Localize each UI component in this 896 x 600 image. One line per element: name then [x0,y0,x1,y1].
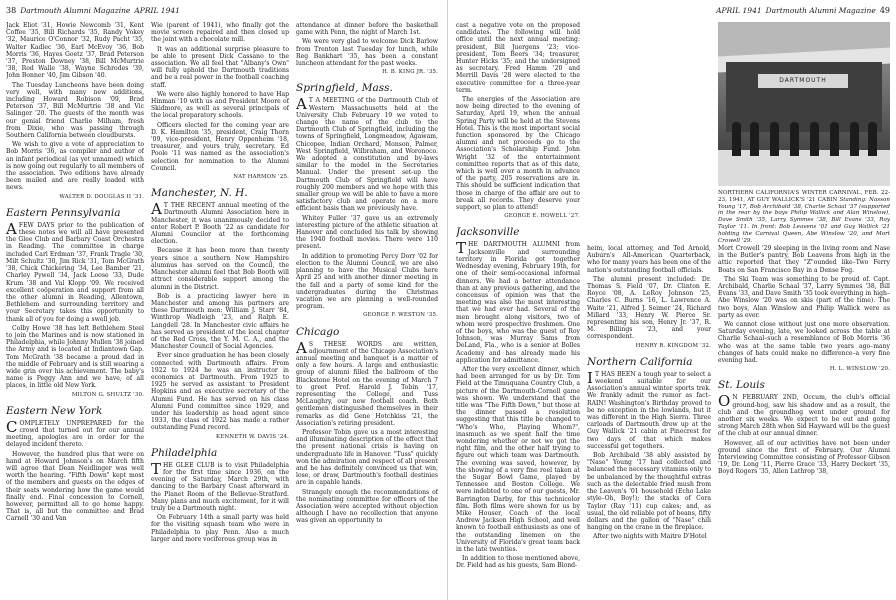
photo-figure [770,122,779,156]
drop-cap: A [151,200,162,219]
left-column-3 [296,22,438,596]
paragraph: We were very glad to welcome Dick Barlow from Trenton last Tuesday for lunch, while Reg Bankhart '35, has been a constant luncheon attendant for the past weeks. [296,38,438,68]
paragraph: AFEW DAYS prior to the publication of these notes we will all have presented the Glee Club and Barbary Coast Orchestra in Reading. The committee in charge included Carl Erdman '37, Frank Tragle '30, Milt Schultz '30, Jim Rick '31, Tom McGrath '38, Chick Chickering '34, Lee Bamber '21, Charley Pywell '34, Jack Loose '33, Dude Krum '38 and Val Klopp '09. We received excellent coöperation and support from all the other alumni in Reading, Allentown, Bethlehem and surrounding territory and your Secretary takes this opportunity to thank all of you for doing a swell job. [6,219,144,323]
photo-figure [750,122,759,156]
left-issue-date: APRIL 1941 [134,6,180,15]
paragraph: Bob Archibald '38 ably assisted by "Nase" Young '17 had collected and balanced the necessary vitamins only to be unbalanced by the thoughtful extras such as the delectable fried mush from the Leaven's '01 household (Echo Lake style–Oh, Boy!); the stacks of Cora Taylor (Ray '11) cup cakes; and, as usual, the old reliable pot of beans, fifty dollars and the gallon of "Nase" chili hanging on the crane in the fireplace. [587,452,711,532]
section-heading: Eastern Pennsylvania [6,206,121,219]
photo-cabin [726,62,882,132]
photo-figure [732,122,741,156]
signature: GEORGE F. WESTON '35. [363,312,438,319]
paragraph: On February 14th a small party was held for the visiting squash team who were in Philadelphia to play Penn. Also a much larger and more vociferous group was in [151,514,289,543]
left-magazine-title: Dartmouth Alumni Magazine [20,6,131,15]
paragraph: THE DARTMOUTH ALUMNI from Jacksonville and surrounding territory in Florida got together Wednesday evening, February 19th, for one of their semi-occasional informal dinners. We had a better attendance than at any previous gathering, and the concensus of opinion was that the meeting was also the most interesting that we had ever had. Several of the men brought along visitors, two of whom were prospective freshmen. One of the boys, who was the guest of Roy Johnson, was Murray Sams from DeLand, Fla., who is a senior at Bolles Academy and has already made his application for admittance. [456,239,580,364]
paragraph: heim, local attorney, and Ted Arnold, Auburn's All-American Quarterback, who for many years has been one of the nation's outstanding football officials. [587,245,711,274]
left-page-number: 38 [6,6,17,15]
paragraph: The alumni present included: Dr. Thomas S. Field '07, Dr. Clinton E. Royce '08, A. LeRoy Johnson '25, Charles C. Burns '16, L. Lawrence A. Waite '21, Alfred J. Seimer '24, Richard Millard '33, Henry W. Pierce Sr. representing his son, Henry Jr. '37, R. M. Billings '23, and your correspondent. [587,275,711,341]
paragraph: Because it has been more than twenty years since a southern New Hampshire alumnus has served on the Council, the Manchester alumni feel that Bob Booth will attract considerable support among the alumni in the District. [151,247,289,291]
paragraph: Officers elected for the coming year are D. K. Hamilton '35, president, Craig Thorn '09, vice-president, Henry Oppenheim '18, treasurer, and yours truly, secretary. Ed Poole '11 was named as the association's selection for nomination to the Alumni Council. [151,121,289,172]
paragraph: Professor Tobin gave us a most interesting and illuminating description of the effect that the present national crisis is having on undergraduate life in Hanover. "Tuss" quickly won the admiration and respect of all present and he has definitely convinced us that win, lose, or draw, Dartmouth's football destinies are in capable hands. [296,428,438,487]
paragraph: A T THE RECENT annual meeting of the Dartmouth Alumni Association here in Manchester, it was unanimously decided to enter Robert P. Booth '22 as candidate for Alumni Councilor at the forthcoming election. [151,200,289,246]
section-heading: Philadelphia [151,446,218,459]
photo-cabin-sign: DARTMOUTH [758,74,848,88]
section-heading: Northern California [587,355,693,368]
section-heading: Chicago [296,325,340,338]
left-column-2 [151,22,289,596]
paragraph: THE GLEE CLUB is to visit Philadelphia for the first time since 1936, on the evening of Saturday, March 29th, with dancing to the Barbary Coast afterward in the Planet Room of the Bellevue-Stratford. Many plans and much excitement, for it will truly be a Dartmouth night. [151,459,289,512]
photo-figure [830,122,839,156]
signature: NAT HARMON '25. [233,174,289,181]
paragraph: Ever since graduation he has been closely connected with Dartmouth affairs. From 1922 to 1924 he was an instructor in economics at Dartmouth. From 1925 to 1925 he served as assistant to President Hopkins and as executive secretary of the Alumni Fund. He has served on his class Alumni Fund committee since 1929, and under his leadership as head agent since 1933, the class of 1922 has made a rather outstanding Fund record. [151,352,289,432]
paragraph: Wie (parent of 1941), who finally got the movie screen repaired and then closed up the joint with a chocolate mill. [151,22,289,44]
paragraph: The Tuesday Luncheons have been doing very well, with many new additions, including Howard Robison '09, Brad Peterson '37, Bill McMurtrie '38 and Vic Salinger '20. The guests of the month was our genial friend Charlie Milham, fresh from Dixie, who was passing through Southern California between cloudbursts. [6,81,144,140]
signature: HENRY R. KINGDOM '32. [635,342,711,349]
paragraph: We cannot close without just one more observation. Saturday evening, late, we looked across the table at Charlie Schaal–such a resemblance of Bob Morris '36 who was at the same table two years ago–many changes of hats could make no difference–a very fine evening had. [718,321,890,365]
drop-cap: A [296,338,307,357]
right-column-2-text [587,245,711,596]
right-column-1 [456,22,580,596]
photo-figure [850,122,859,156]
paragraph: In addition to those mentioned above, Dr. Field had as his guests, Sam Blond- [456,555,580,570]
right-issue-date: APRIL 1941 [716,6,762,15]
signature: KENNETH W. DAVIS '24. [216,433,289,440]
left-column-1 [6,22,144,596]
paragraph: Mort Crowell '29 sleeping in the living room and Nase in the Butler's pantry, Bob Leavens from high in the attic reported that they "Z"ounded like–Two Ferry Boats on San Francisco Bay in a Dense Fog. [718,245,890,274]
photo-caption [718,190,890,244]
drop-cap: T [456,239,467,258]
signature: WALTER D. DOUGLAS II '31. [59,193,144,200]
paragraph: I T HAS BEEN a tough year to select a weekend suitable for our Association's annual winter sports trek. We frankly admit the rumor as fact–RAIN! Washington's Birthday proved to be no exception in the lowlands, but it was different in the High Sierra. Three carloads of Dartmouth drew up at the Guy Wallick '21 cabin at Pinecrest for two days of that which makes successful get togethers. [587,368,711,450]
caption-body: Standing: Nasson Young '17, Bob Archibald '38, Charlie Schaal '37 (supported in the rear by the boys Philip Wallick and Alan Winslow), Dave Smith '35, Larry Symmes '38, Bill Evans '33, Roy Taylor '11. In front: Bob Leavens '01 and Guy Wallick '21 holding the Carnival Queen, Abe Winslow '20, and Mort Crowell '29. [718,196,890,244]
paragraph: However, all of our activities have not been under ground since the first of February. Our Alumni Interviewing Committee consisting of Professor Gibson '19, Dr. Long '11, Pierre Grace '33, Harry Deckert '35, Boyd Rogers '35, Allen Lathrop '38, [718,439,890,476]
paragraph: We were also highly honored to have Hap Hinman '10 with us and President Moore of Skidmore, as well as several principals of the local preparatory schools. [151,90,289,120]
paragraph: After two nights with Maitre D'Hotel [593,533,707,541]
right-column-3 [718,245,890,596]
paragraph: However, the hundred plus that were on hand at Howard Johnson's on March fifth will agree that Dean Neidlinger was well worth the hearing. "Fifth Down" kept most of the members and guests on the edges of their seats wondering how the game would finally end. Final concession to Cornell, however, permitted all to go home happy. That is, all but the committee and Brad Carnell '30 and Van [6,450,144,523]
signature: MILTON G. SHULTZ '30. [71,391,144,398]
paragraph: Whitey Fuller '37 gave us an extremely interesting picture of the athletic situation at Hanover and concluded his talk by showing the 1940 football movies. There were 110 present. [296,214,438,251]
paragraph: After the very excellent dinner, which had been arranged for us by Dr. Tom Field at the Timuquana Country Club, a picture of the Dartmouth-Cornell game was shown. We understand that the title was "The Fifth Down," but those at the dinner passed a resolution suggesting that this title be changed to "Who's Who, Playing Whom?", inasmuch as we spent half the time wondering whether or not we got the right film, and the other half trying to figure out which team was Dartmouth. The evening was saved, however, by the showing of a very fine reel taken at the Sugar Bowl Game, played by Tennessee and Boston College. We were indebted to one of our guests, Mr. Barrington Darby, for this technicolor film. Both films were shown for us by Mike Houser, Coach of the local Andrew Jackson High School, and well known to football enthusiasts as one of the outstanding linemen on the University of Florida's great team back in the late twenties. [456,365,580,554]
right-running-head [716,4,890,18]
winter-carnival-photo [718,22,890,186]
right-page-number: 49 [879,6,890,15]
right-page [448,0,896,600]
signature: H. B. KING JR. '35. [382,69,438,76]
paragraph: The Ski Team was something to be proud of. Capt. Archibald, Charlie Schaal '37, Larry Symmes '38, Bill Evans '33, and Dave Smith '35 took everything in high–Abe Winslow '20 was on skis (part of the time). The two boys, Alan Winslow and Philip Wallick were as party as ever. [718,275,890,319]
paragraph: attendance at dinner before the basketball game with Penn, the night of March 1st. [296,22,438,37]
caption-heading: NORTHERN CALIFORNIA'S WINTER CARNIVAL, FEB. 22-23, 1941, AT GUY WALLICK'S '21 CABIN [718,190,890,203]
paragraph: In addition to promoting Percy Dorr '02 for election to the Alumni Council, we are also planning to have the Musical Clubs here April 25 and with another dinner meeting in the fall and a party of some kind for the undergraduates during the Christmas vacation we are planning a well-rounded program. [296,252,438,311]
paragraph: Jack Eliot '31, Howie Newcomb '31, Kent Coffee '35, Bill Richards '35, Randy Vokey '32, Maurice O'Connor '32, Rudy Pacht '35, Walter Kadlec '36, Earl McEvoy '36, Bob Morris '36, Hayes Goetz '37, Brad Peterson '37, Preston Downey '38, Bill McMurtrie '38, Rod Walle '38, Wayne Schrodes '39, John Bonner '40, Jim Gibson '40. [6,22,144,80]
signature: H. L. WINSLOW '20. [829,366,890,373]
paragraph: COMPLETELY UNPREPARED for the crowd that turned out for our annual meeting, apologies are in order for the delayed incident thereto. [6,417,144,449]
paragraph: Strangely enough the recommendations of the nominating committee for officers of the Association were accepted without objection although I have no recollection that anyone was given an opportunity to [296,488,438,525]
photo-figure [790,122,799,156]
drop-cap: O [718,392,731,411]
photo-figure [810,122,819,156]
paragraph: A S THESE WORDS are written, adjournment of the Chicago Association's annual meeting and banquet is a matter of only a few hours. A large and enthusiastic group of alumni filled the ballroom of the Blackstone Hotel on the evening of March 7 to greet Prof. Harold J. Tobin '17, representing the College, and Tuss McLaughry, our new football coach. Both gentlemen distinguished themselves in their remarks as did Gene Hotchkiss '21, the Association's retiring president. [296,338,438,427]
drop-cap: A [296,95,307,114]
drop-cap: T [151,459,162,478]
drop-cap: C [6,417,18,436]
paragraph: The energies of the Association are now being directed to the evening of Saturday, April 19, when the annual Spring Party will be held at the Stevens Hotel. This is the most important social function sponsored by the Chicago alumni and net proceeds go to the Association's Scholarship Fund. John Wright '32 of the entertainment committee reports that as of this date, which is well over a month in advance of the party, 205 reservations are in. This should be sufficient indication that those in charge of the affair are out to break all records. They deserve your support, so plan to attend! [456,96,580,212]
section-heading: Springfield, Mass. [296,82,393,95]
section-heading: St. Louis [718,379,765,392]
section-heading: Eastern New York [6,404,103,417]
paragraph: A T A MEETING of the Dartmouth Club of Western Massachusetts held at the University Club February 19 we voted to change the name of the club to the Dartmouth Club of Springfield, including the towns of Springfield, Longmeadow, Agawam, Chicopee, Indian Orchard, Monson, Palmer, West Springfield, Wilbraham, and Woronoco. We adopted a constitution and by-laws similar to the model in the Secretaries Manual. Under the present set-up the Dartmouth Club of Springfield will have roughly 200 members and we hope with this smaller group we will be able to have a more satisfactory club and operate on a more efficient basis than we previously have. [296,95,438,213]
section-heading: Manchester, N. H. [151,187,248,200]
paragraph: O N FEBRUARY 2ND, Occum, the club's official ground-hog, saw his shadow and as a result, the club and the groundhog went under ground for another six weeks. We expect to be out and going strong March 28th when Sid Hayward will be the guest of the club at our annual dinner. [718,392,890,438]
photo-snow-ground [718,150,890,186]
paragraph: We wish to give a vote of appreciation to Bob Morris '36, as compiler and author of an infant periodical (as yet unnamed) which is now going out regularly to all members of the association. Two editions have already been mailed and are really loaded with news. [6,141,144,192]
paragraph: Bob is a practicing lawyer here in Manchester and among his partners are these Dartmouth men: William J. Starr '84, Winthrop Wadleigh '23, and Ralph E. Langdell '28. In Manchester civic affairs he has served as president of the local chapter of the Red Cross, the Y. M. C. A., and the Manchester Council of Social Agencies. [151,292,289,351]
signature: GEORGE E. HOWELL '27. [504,213,580,220]
paragraph: Colby Howe '38 has left Bethlehem Steel to join the Marines and is now stationed in Philadelphia, while Johnny Mullen '38 joined the Army and is located at Indiantown Gap. Tom McGrath '38 became a proud dad in the middle of February and is still wearing a wide grin over his achievement. The baby's name is Peggy Ann and we have, of all places, in little old New York. [6,324,144,390]
section-heading: Jacksonville [456,226,520,239]
paragraph: It was an additional surprise pleasure to be able to present Dick Cassano to the association. We all feel that "Albany's Own" will fully uphold the Dartmouth traditions and be a real power in the football coaching staff. [151,45,289,89]
drop-cap: I [587,368,593,387]
left-running-head [6,4,180,18]
drop-cap: A [6,219,17,238]
paragraph: cast a negative vote on the proposed candidates. The following will hold office until the next annual meeting: president, Bill Juergens '23; vice-president, Tom Beers '34; treasurer, Hunter Hicks '35; and the undersigned as secretary. Fred Hamm '20 and Merrill Davis '28 were elected to the executive committee for a three-year term. [456,22,580,94]
photo-figure [868,122,877,156]
right-magazine-title: Dartmouth Alumni Magazine [765,6,876,15]
